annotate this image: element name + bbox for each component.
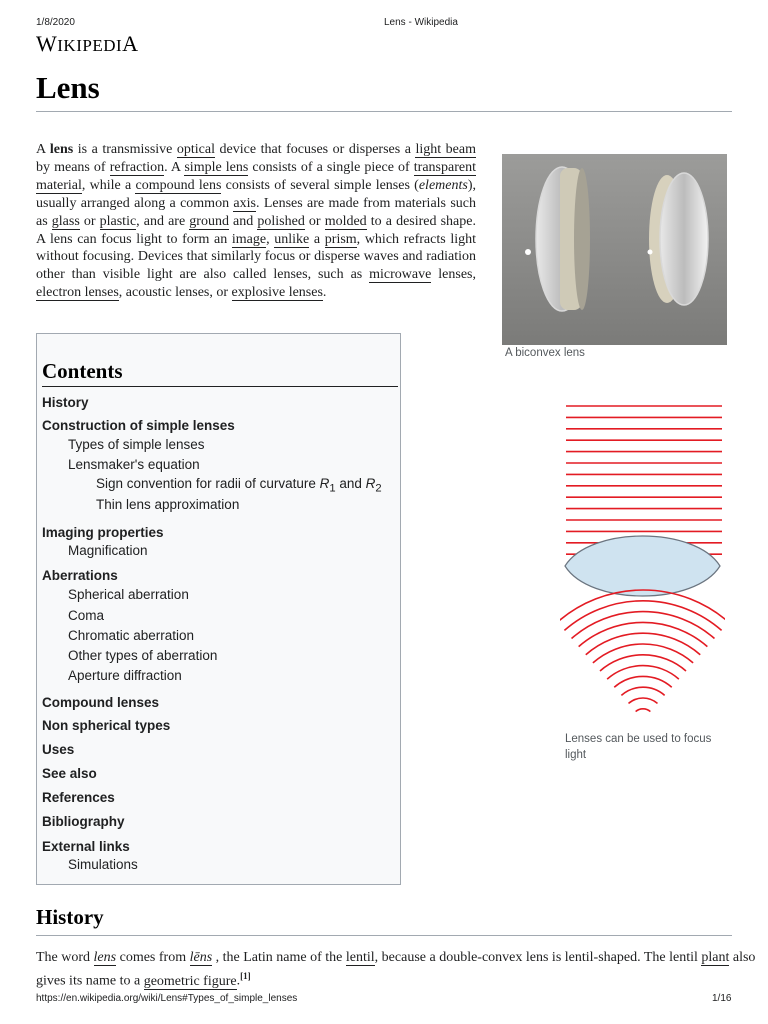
history-citation[interactable]: [1] — [240, 971, 251, 981]
biconvex-lens-caption: A biconvex lens — [505, 347, 585, 359]
focus-diagram-caption: Lenses can be used to focus light — [565, 733, 712, 761]
intro-text: to a desired shape. A lens can focus light to form an — [36, 213, 476, 247]
toc-item-external-links[interactable]: External links — [42, 839, 130, 854]
wavefront-arc — [636, 709, 651, 712]
intro-link[interactable]: polished — [257, 213, 305, 229]
title-divider — [36, 111, 732, 112]
toc-title: Contents — [42, 359, 123, 383]
intro-link[interactable]: unlike — [274, 231, 310, 247]
intro-link[interactable]: simple lens — [184, 159, 249, 175]
toc-item-aperture-diffraction[interactable]: Aperture diffraction — [68, 668, 182, 683]
intro-text: consists of several simple lenses ( — [221, 177, 419, 193]
toc-item-types-of-simple-lenses[interactable]: Types of simple lenses — [68, 437, 205, 452]
intro-text: . — [322, 285, 327, 301]
intro-link[interactable]: image — [231, 231, 267, 247]
intro-text: by means of — [36, 159, 110, 175]
wavefront-arc — [579, 622, 708, 646]
wikipedia-logo[interactable]: WIKIPEDIA — [36, 31, 139, 56]
intro-link[interactable]: molded — [324, 213, 367, 229]
toc-item-magnification[interactable]: Magnification — [68, 543, 148, 558]
print-page-number: 1/16 — [712, 993, 732, 1004]
history-text: comes from — [116, 950, 190, 965]
intro-link[interactable]: refraction — [109, 159, 165, 175]
history-link[interactable]: lentil — [345, 950, 375, 965]
print-date: 1/8/2020 — [36, 17, 75, 28]
toc-divider — [42, 386, 398, 387]
intro-text: or — [304, 213, 325, 229]
wavefront-arc — [621, 687, 664, 695]
toc-item-chromatic-aberration[interactable]: Chromatic aberration — [68, 628, 195, 643]
intro-text: a — [309, 231, 325, 247]
toc-item-other-types-of-aberration[interactable]: Other types of aberration — [68, 648, 218, 663]
toc-item-non-spherical-types[interactable]: Non spherical types — [42, 718, 171, 733]
intro-link[interactable]: microwave — [369, 267, 432, 283]
intro-text: lenses, — [431, 267, 476, 283]
table-of-contents — [36, 333, 401, 885]
history-text: , because a double-convex lens is lentil-shaped. The lentil — [374, 950, 702, 965]
history-text: also gives its name to a — [36, 950, 756, 989]
intro-link[interactable]: plastic — [99, 213, 137, 229]
intro-link[interactable]: axis — [233, 195, 256, 211]
wavefront-arc — [628, 698, 657, 703]
toc-item-references[interactable]: References — [42, 790, 115, 805]
toc-item-lensmaker-s-equation[interactable]: Lensmaker's equation — [68, 457, 200, 472]
intro-text: , while a — [81, 177, 136, 193]
toc-item-imaging-properties[interactable]: Imaging properties — [42, 525, 164, 540]
history-link[interactable]: lēns — [189, 950, 213, 965]
intro-text: A — [36, 142, 50, 157]
history-paragraph — [36, 948, 759, 991]
intro-text: . A — [164, 159, 185, 175]
intro-text: , and are — [136, 213, 190, 229]
intro-text: ), usually arranged along a common — [36, 177, 476, 211]
intro-link[interactable]: optical — [176, 142, 216, 157]
wavefront-arc — [593, 644, 693, 663]
toc-item-history[interactable]: History — [42, 395, 89, 410]
intro-link[interactable]: electron lenses — [36, 285, 119, 301]
intro-text: , which refracts light without focusing. Devices that similarly focus or disperse waves and radiation other than visible light are also called lenses, such as — [36, 231, 476, 283]
intro-link[interactable]: glass — [51, 213, 80, 229]
intro-text: is a transmissive — [73, 142, 177, 157]
wavefront-arc — [572, 612, 715, 639]
biconvex-lens-photo — [502, 154, 727, 345]
wavefront-arc — [614, 676, 671, 687]
toc-item-simulations[interactable]: Simulations — [68, 857, 138, 872]
print-url: https://en.wikipedia.org/wiki/Lens#Types_of_simple_lenses — [36, 993, 298, 1004]
history-divider — [36, 935, 732, 936]
history-text: . — [236, 973, 241, 989]
intro-link[interactable]: explosive lenses — [231, 285, 323, 301]
intro-link[interactable]: compound lens — [135, 177, 222, 193]
toc-item-aberrations[interactable]: Aberrations — [42, 568, 118, 583]
history-text: The word — [36, 950, 94, 965]
history-heading: History — [36, 905, 104, 929]
lens-shape — [565, 536, 720, 596]
history-link[interactable]: plant — [701, 950, 730, 965]
toc-item-compound-lenses[interactable]: Compound lenses — [42, 695, 160, 710]
intro-text: or — [79, 213, 100, 229]
intro-text: consists of a single piece of — [248, 159, 414, 175]
intro-text: device that focuses or disperses a — [215, 142, 416, 157]
intro-text: , acoustic lenses, or — [118, 285, 232, 301]
intro-italic-term: elements — [418, 177, 468, 193]
print-title: Lens - Wikipedia — [384, 17, 458, 28]
intro-link[interactable]: ground — [189, 213, 229, 229]
intro-link[interactable]: prism — [324, 231, 357, 247]
toc-item-see-also[interactable]: See also — [42, 766, 97, 781]
intro-paragraph — [36, 141, 476, 302]
toc-item-sign-convention-for-radii-of-curvature-r1-and-r2[interactable]: Sign convention for radii of curvature $R_1$ and $R_2$ — [96, 476, 382, 495]
wavefront-arc — [600, 655, 686, 671]
toc-item-uses[interactable]: Uses — [42, 742, 75, 757]
intro-text: , — [266, 231, 275, 247]
intro-text: . Lenses are made from materials such as — [36, 195, 476, 229]
intro-link[interactable]: transparent material — [36, 159, 476, 193]
history-link[interactable]: geometric figure — [143, 973, 237, 989]
history-text: , the Latin name of the — [212, 950, 346, 965]
focus-diagram — [560, 398, 725, 723]
toc-item-spherical-aberration[interactable]: Spherical aberration — [68, 587, 189, 602]
intro-bold-term: lens — [49, 142, 74, 157]
toc-item-thin-lens-approximation[interactable]: Thin lens approximation — [96, 497, 240, 512]
toc-item-construction-of-simple-lenses[interactable]: Construction of simple lenses — [42, 418, 235, 433]
history-link[interactable]: lens — [93, 950, 117, 965]
page-title: Lens — [36, 70, 100, 105]
intro-text: and — [228, 213, 258, 229]
toc-item-bibliography[interactable]: Bibliography — [42, 814, 125, 829]
intro-link[interactable]: light beam — [415, 142, 476, 157]
toc-item-coma[interactable]: Coma — [68, 608, 105, 623]
